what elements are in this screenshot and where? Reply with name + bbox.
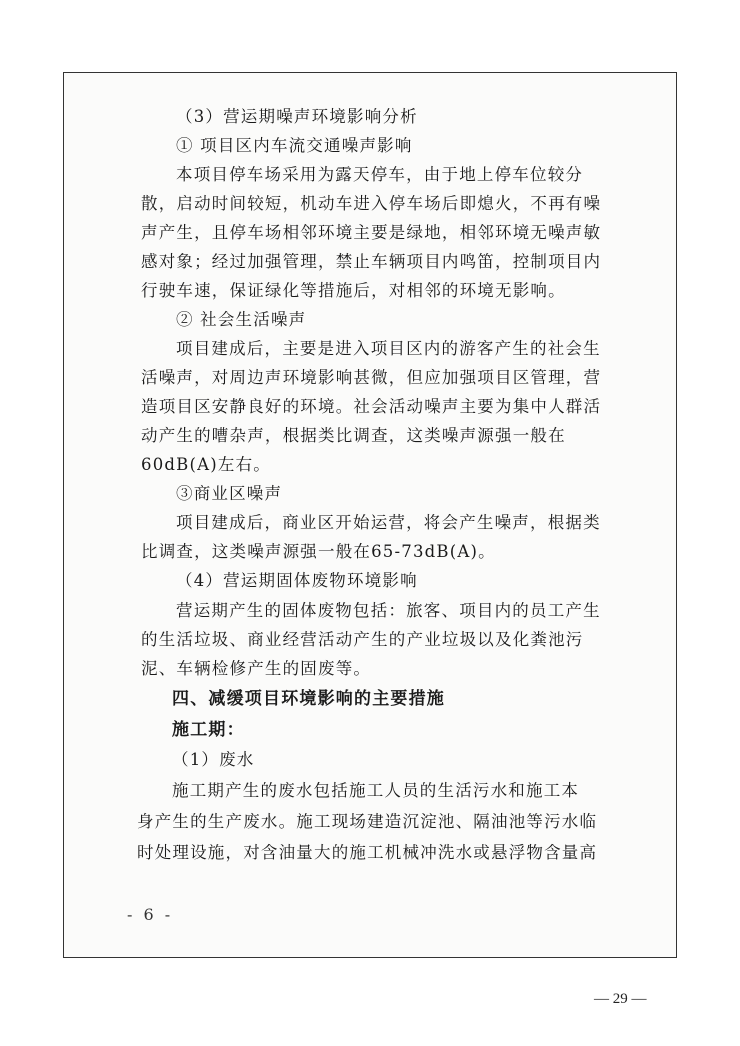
text-line: ③商业区噪声 (176, 484, 283, 503)
outer-page-number: — 29 — (594, 991, 647, 1007)
text-line: （3）营运期噪声环境影响分析 (176, 107, 418, 126)
inner-page-number: - 6 - (127, 905, 174, 924)
section-heading: 四、减缓项目环境影响的主要措施 (172, 689, 445, 709)
text-line: 散，启动时间较短，机动车进入停车场后即熄火，不再有噪 (141, 194, 602, 213)
text-line: 60dB(A)左右。 (141, 455, 271, 474)
text-line: 行驶车速，保证绿化等措施后，对相邻的环境无影响。 (141, 281, 566, 300)
text-line: 项目建成后，主要是进入项目区内的游客产生的社会生 (176, 339, 601, 358)
text-line: 营运期产生的固体废物包括：旅客、项目内的员工产生 (176, 601, 601, 620)
text-line: 项目建成后，商业区开始运营，将会产生噪声，根据类 (176, 513, 601, 532)
subsection-heading: 施工期： (172, 720, 245, 740)
text-line: 本项目停车场采用为露天停车，由于地上停车位较分 (176, 165, 584, 184)
text-line: 身产生的生产废水。施工现场建造沉淀池、隔油池等污水临 (137, 812, 598, 831)
text-line: （1）废水 (172, 750, 255, 769)
scanned-page (63, 72, 677, 958)
text-line: 泥、车辆检修产生的固废等。 (141, 659, 372, 678)
text-line: （4）营运期固体废物环境影响 (176, 571, 418, 590)
text-line: 的生活垃圾、商业经营活动产生的产业垃圾以及化粪池污 (141, 630, 584, 649)
text-line: 时处理设施，对含油量大的施工机械冲洗水或悬浮物含量高 (137, 843, 598, 862)
text-line: 声产生，且停车场相邻环境主要是绿地，相邻环境无噪声敏 (141, 223, 602, 242)
text-line: ② 社会生活噪声 (176, 310, 307, 329)
text-line: ① 项目区内车流交通噪声影响 (176, 136, 413, 155)
text-line: 造项目区安静良好的环境。社会活动噪声主要为集中人群活 (141, 397, 602, 416)
text-line: 活噪声，对周边声环境影响甚微，但应加强项目区管理，营 (141, 368, 602, 387)
text-line: 比调查，这类噪声源强一般在65-73dB(A)。 (141, 542, 496, 561)
text-line: 动产生的嘈杂声，根据类比调查，这类噪声源强一般在 (141, 426, 566, 445)
text-line: 施工期产生的废水包括施工人员的生活污水和施工本 (172, 781, 580, 800)
text-line: 感对象；经过加强管理，禁止车辆项目内鸣笛，控制项目内 (141, 252, 602, 271)
